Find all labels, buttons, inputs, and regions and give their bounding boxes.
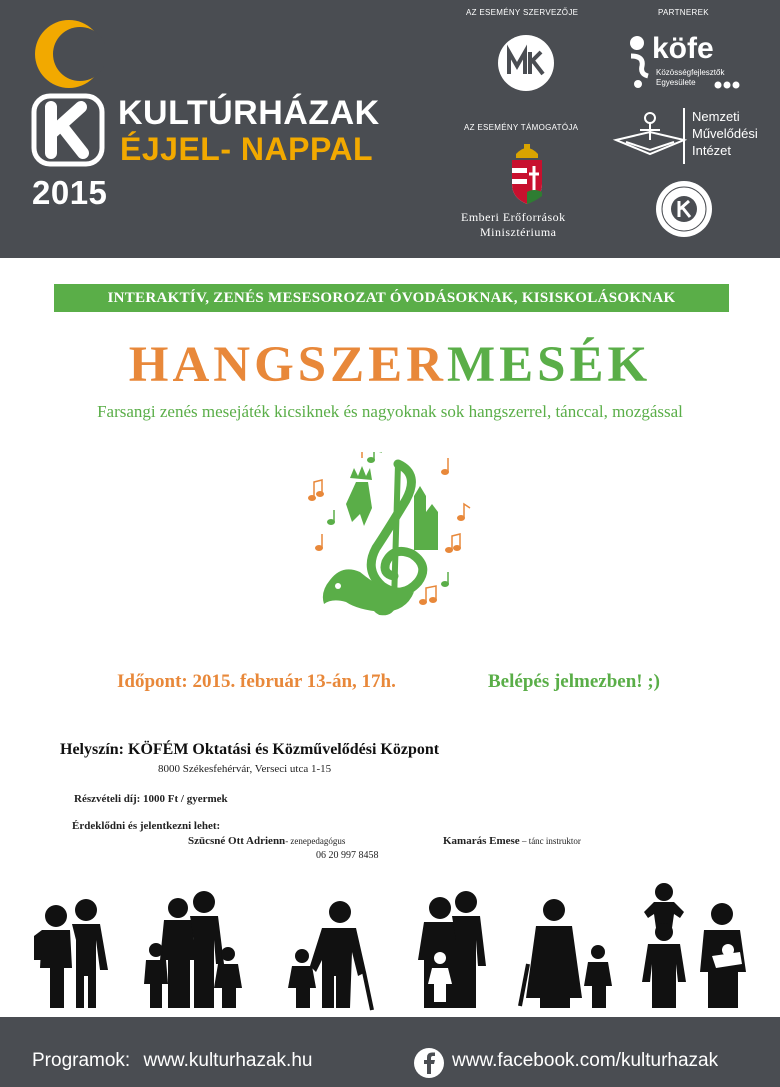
event-time: Időpont: 2015. február 13-án, 17h. (117, 671, 396, 692)
partners-label: PARTNEREK (658, 8, 709, 17)
kulturalis-kozpont-seal-icon (655, 180, 713, 238)
event-banner: INTERAKTÍV, ZENÉS MESESOROZAT ÓVODÁSOKNAK, KISISKOLÁSOKNAK (54, 284, 729, 312)
ministry-line1: Emberi Erőforrások (461, 210, 566, 224)
programs-link[interactable]: www.kulturhazak.hu (143, 1050, 313, 1071)
contact1-phone: 06 20 997 8458 (316, 850, 379, 861)
costume-note: Belépés jelmezben! ;) (488, 671, 660, 692)
treble-clef-dragon-illustration (302, 452, 478, 620)
programs-label: Programok: (32, 1050, 131, 1071)
venue: Helyszín: KÖFÉM Oktatási és Közművelődési Központ (60, 741, 440, 758)
nmi-line3: Intézet (692, 143, 732, 158)
event-title (0, 336, 780, 394)
logo-year: 2015 (32, 174, 108, 211)
mother-baby-icon (700, 903, 746, 1008)
participation-fee: Részvételi díj: 1000 Ft / gyermek (74, 793, 228, 805)
supporter-label: AZ ESEMÉNY TÁMOGATÓJA (464, 123, 579, 132)
contact1-name: Szücsné Ott Adrienn (188, 835, 286, 847)
father-child-shoulders-icon (642, 883, 686, 1008)
kofe-name: köfe (652, 32, 714, 65)
contact1-role: - zenepedagógus (285, 836, 346, 846)
kofe-sub2: Egyesülete (656, 78, 696, 87)
event-subtitle: Farsangi zenés mesejáték kicsiknek és nagyoknak sok hangszerrel, tánccal, mozgással (97, 402, 683, 421)
facebook-link[interactable]: www.facebook.com/kulturhazak (452, 1050, 719, 1071)
nmi-line1: Nemzeti (692, 109, 740, 124)
contact2-name: Kamarás Emese (443, 835, 520, 847)
family-silhouettes (0, 880, 780, 1015)
grandma-child-icon (520, 899, 612, 1008)
moon-logo-icon (33, 18, 105, 90)
organizer-label: AZ ESEMÉNY SZERVEZŐJE (466, 8, 579, 17)
contact1 (188, 835, 345, 847)
header (0, 0, 780, 258)
logo-line2: ÉJJEL- NAPPAL (120, 131, 374, 167)
footer-programs (32, 1050, 312, 1072)
nmi-line2: Művelődési (692, 126, 758, 141)
couple-icon (34, 899, 108, 1008)
title-part1: HANGSZER (128, 337, 448, 393)
contact2 (443, 835, 581, 847)
kofe-logo-icon (628, 34, 652, 90)
parents-child-icon (418, 891, 486, 1008)
nmi-text (692, 108, 758, 159)
contact2-role: – tánc instruktor (519, 836, 581, 846)
hungarian-coat-of-arms-icon (508, 144, 546, 206)
facebook-icon[interactable] (413, 1047, 445, 1079)
mke-logo-icon (497, 34, 555, 92)
kofe-dots-icon (714, 80, 740, 90)
contact-label: Érdeklődni és jelentkezni lehet: (72, 820, 221, 832)
grandpa-child-icon (288, 901, 372, 1010)
footer (0, 1017, 780, 1087)
family-four-icon (144, 891, 242, 1008)
logo-line1: KULTÚRHÁZAK (118, 94, 380, 132)
nmi-logo-icon (612, 110, 688, 158)
nmi-divider (683, 108, 685, 164)
k-logo-icon (31, 93, 105, 167)
ministry-line2: Minisztériuma (480, 225, 557, 239)
venue-address: 8000 Székesfehérvár, Verseci utca 1-15 (158, 763, 332, 775)
kofe-sub1: Közösségfejlesztők (656, 68, 725, 77)
title-part2: MESÉK (447, 337, 652, 393)
